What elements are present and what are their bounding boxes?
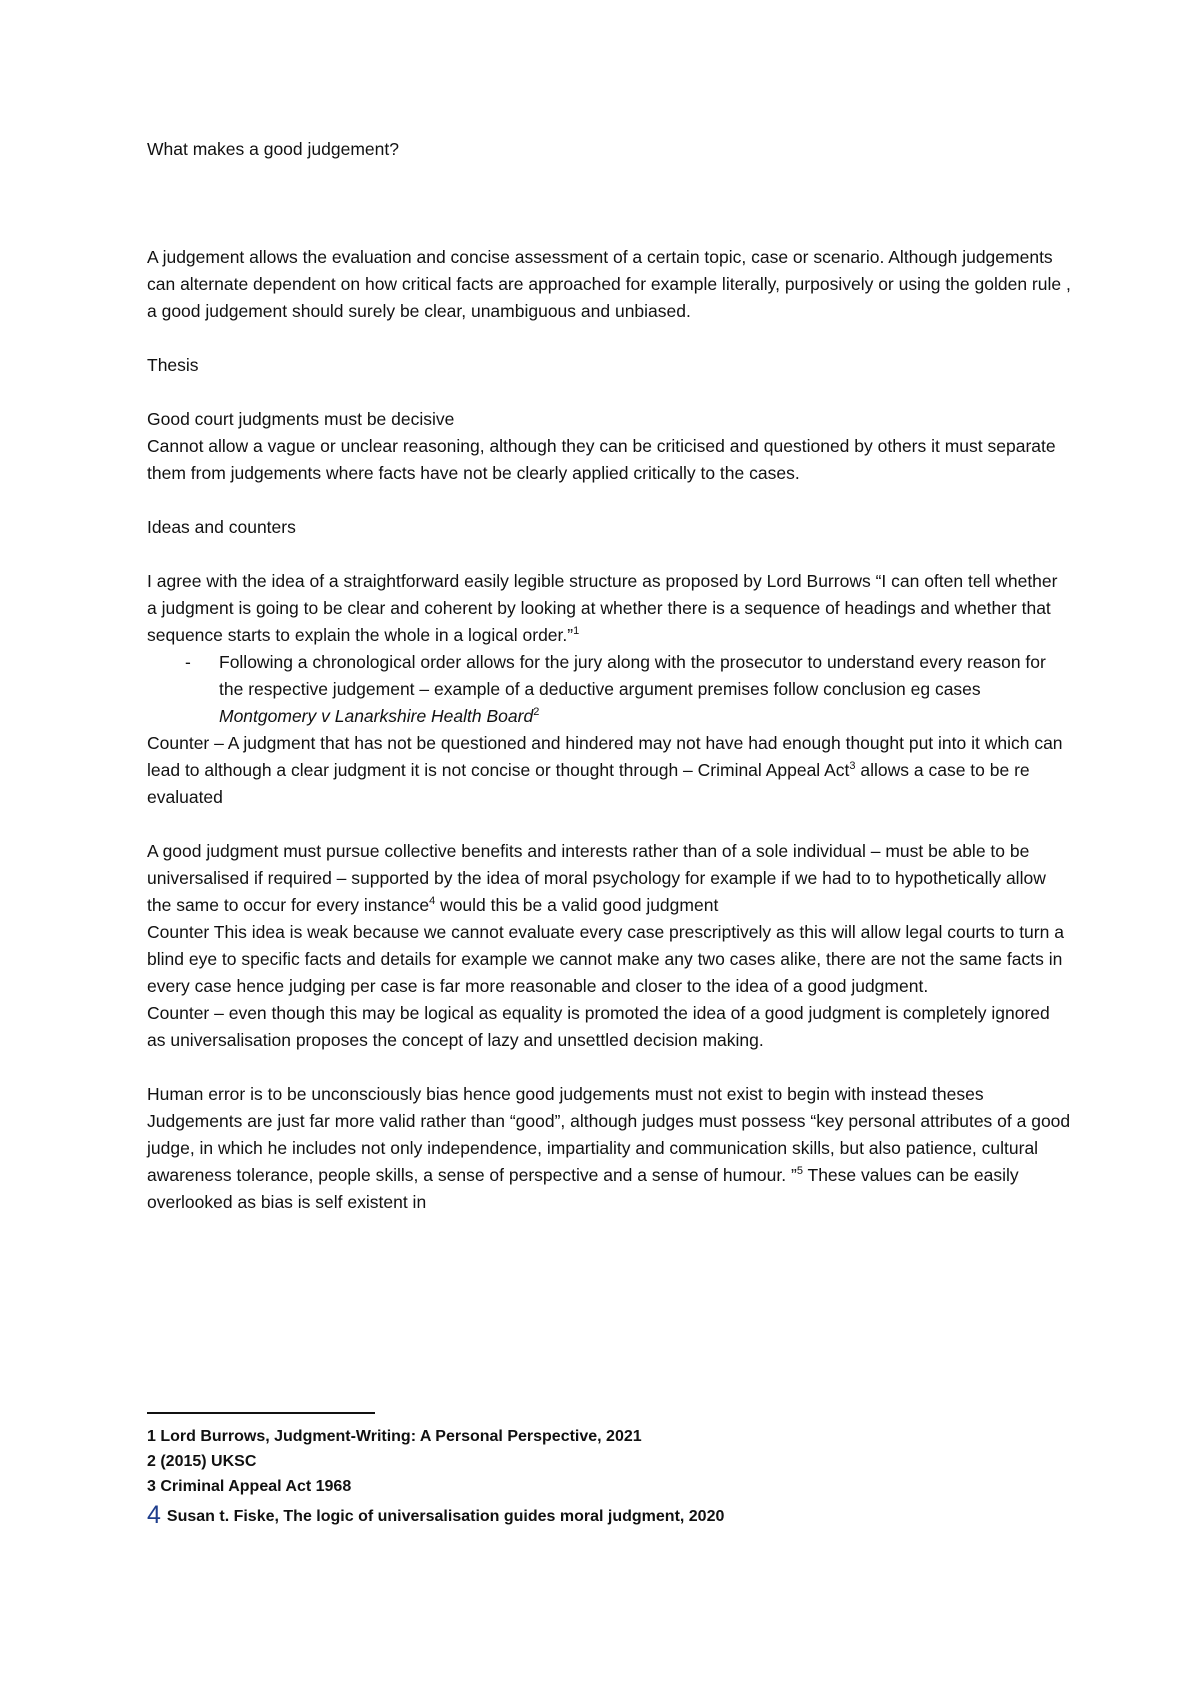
idea-universalise-text: A good judgment must pursue collective benefits and interests rather than of a sole individual – must be able to be universalised if required – supported by the idea of moral psychology for example if we had to to hypothetically allow the same to occur for every instance (147, 841, 1046, 915)
idea-universalise-paragraph (147, 838, 1072, 919)
case-citation: Montgomery v Lanarkshire Health Board (219, 706, 534, 726)
intro-paragraph: A judgement allows the evaluation and concise assessment of a certain topic, case or scenario. Although judgements can alternate dependent on how critical facts are approached for example literally, purposively or using the golden rule , a good judgement should surely be clear, unambiguous and unbiased. (147, 247, 1071, 321)
footnote-4-number: 4 (147, 1501, 161, 1529)
counter-paragraph-3: Counter – even though this may be logical as equality is promoted the idea of a good judgment is completely ignored as universalisation proposes the concept of lazy and unsettled decision making. (147, 1003, 1050, 1050)
idea-structure-text: I agree with the idea of a straightforward easily legible structure as proposed by Lord Burrows “I can often tell whether a judgment is going to be clear and coherent by looking at whether there is a sequence of headings and whether that sequence starts to explain the whole in a logical order.” (147, 571, 1058, 645)
bullet-dash: - (185, 652, 191, 672)
footnote-ref-5: 5 (796, 1165, 803, 1177)
thesis-statement: Good court judgments must be decisive (147, 409, 455, 429)
document-title: What makes a good judgement? (147, 139, 399, 159)
list-item (147, 649, 1072, 730)
judge-attributes-paragraph (147, 1108, 1072, 1216)
footnote-2: 2 (2015) UKSC (147, 1453, 257, 1470)
bullet-text: Following a chronological order allows for the jury along with the prosecutor to understand every reason for the respective judgement – example of a deductive argument premises follow conclusion eg cases (219, 652, 1046, 699)
idea-bullet-list (147, 649, 1072, 730)
idea-universalise-tail: would this be a valid good judgment (435, 895, 719, 915)
counter-paragraph-2: Counter This idea is weak because we cannot evaluate every case prescriptively as this will allow legal courts to turn a blind eye to specific facts and details for example we cannot make any two cases alike, there are not the same facts in every case hence judging per case is far more reasonable and closer to the idea of a good judgment. (147, 922, 1064, 996)
ideas-heading: Ideas and counters (147, 517, 296, 537)
footnote-1: 1 Lord Burrows, Judgment-Writing: A Personal Perspective, 2021 (147, 1428, 642, 1445)
document-body (147, 136, 1072, 1216)
counter-paragraph-1 (147, 730, 1072, 811)
thesis-body: Cannot allow a vague or unclear reasoning, although they can be criticised and questioned by others it must separate them from judgements where facts have not be clearly applied critically to the cases. (147, 436, 1056, 483)
thesis-heading: Thesis (147, 355, 199, 375)
footnote-separator (147, 1412, 375, 1414)
judge-attributes-tail: These values can be easily overlooked as bias is self existent in (147, 1165, 1019, 1212)
footnote-ref-1: 1 (573, 625, 580, 637)
human-error-paragraph: Human error is to be unconsciously bias hence good judgements must not exist to begin with instead theses (147, 1084, 984, 1104)
counter-1-tail: allows a case to be re evaluated (147, 760, 1030, 807)
footnote-3: 3 Criminal Appeal Act 1968 (147, 1478, 352, 1495)
footnote-ref-3: 3 (849, 760, 856, 772)
footnote-4 (147, 1503, 1072, 1529)
counter-1-text: Counter – A judgment that has not be questioned and hindered may not have had enough thought put into it which can lead to although a clear judgment it is not concise or thought through – Criminal Appeal Act (147, 733, 1063, 780)
footnotes-section (147, 1412, 1072, 1529)
footnote-ref-4: 4 (429, 895, 436, 907)
judge-attributes-text: Judgements are just far more valid rather than “good”, although judges must possess “key personal attributes of a good judge, in which he includes not only independence, impartiality and communication skills, but also patience, cultural awareness tolerance, people skills, a sense of perspective and a sense of humour. ” (147, 1111, 1071, 1185)
idea-structure-paragraph (147, 568, 1072, 649)
footnote-4-text: Susan t. Fiske, The logic of universalisation guides moral judgment, 2020 (166, 1508, 725, 1525)
footnote-ref-2: 2 (533, 706, 540, 718)
